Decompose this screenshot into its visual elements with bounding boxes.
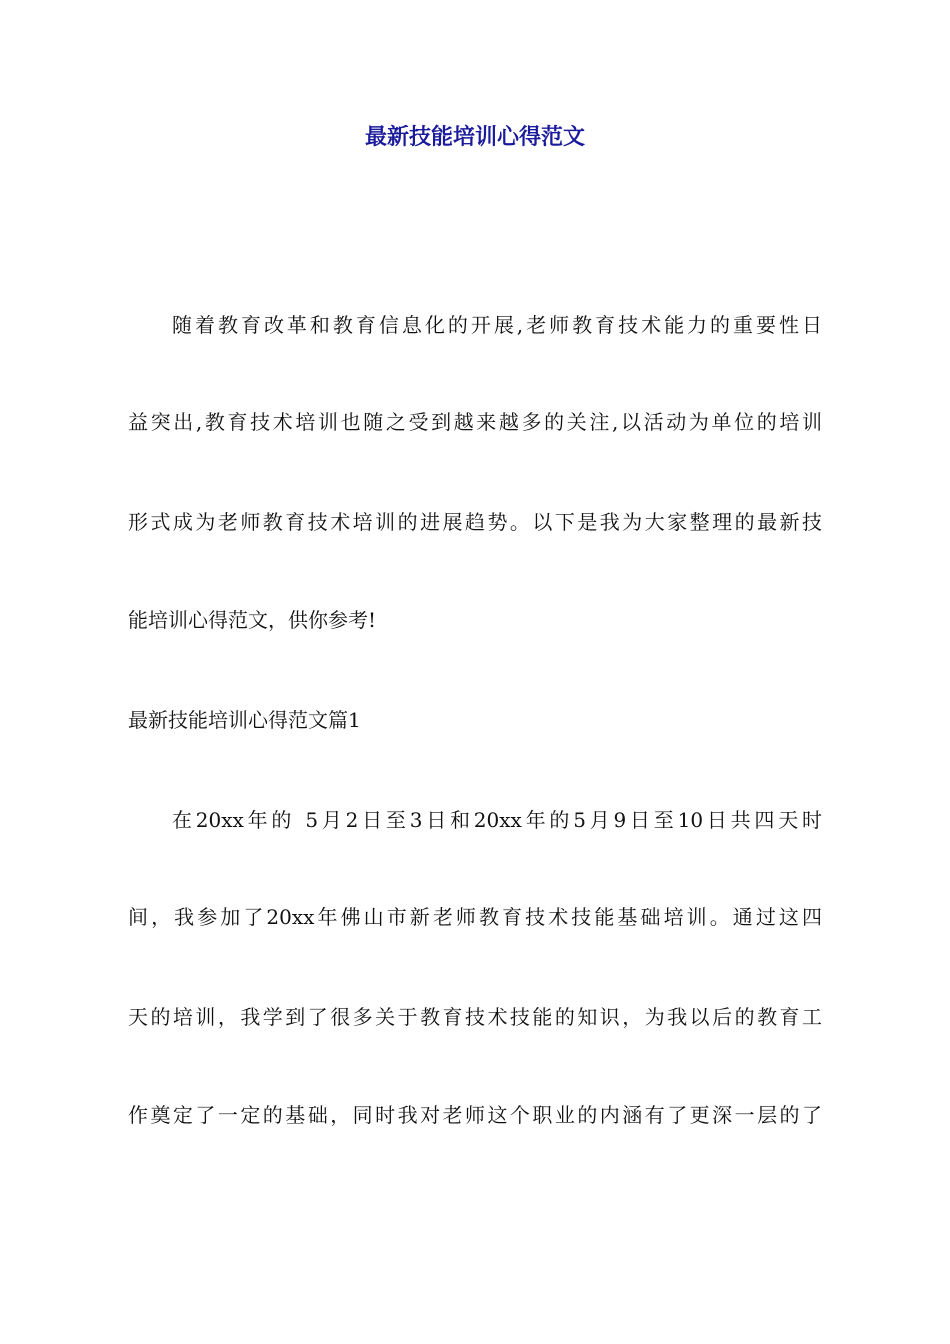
intro-line-4: 能培训心得范文，供你参考! xyxy=(128,608,377,632)
body-line-3: 天的培训，我学到了很多关于教育技术技能的知识，为我以后的教育工 xyxy=(128,1005,822,1029)
intro-line-2: 益突出,教育技术培训也随之受到越来越多的关注,以活动为单位的培训 xyxy=(128,410,822,434)
intro-line-1: 随着教育改革和教育信息化的开展,老师教育技术能力的重要性日 xyxy=(172,313,822,337)
body-line-4: 作奠定了一定的基础，同时我对老师这个职业的内涵有了更深一层的了 xyxy=(128,1103,822,1127)
body-line-2: 间，我参加了20xx年佛山市新老师教育技术技能基础培训。通过这四 xyxy=(128,905,822,929)
section-heading: 最新技能培训心得范文篇1 xyxy=(128,708,361,732)
intro-line-3: 形式成为老师教育技术培训的进展趋势。以下是我为大家整理的最新技 xyxy=(128,510,822,534)
body-line-1: 在20xx年的 5月2日至3日和20xx年的5月9日至10日共四天时 xyxy=(172,808,822,832)
document-title: 最新技能培训心得范文 xyxy=(364,125,585,150)
